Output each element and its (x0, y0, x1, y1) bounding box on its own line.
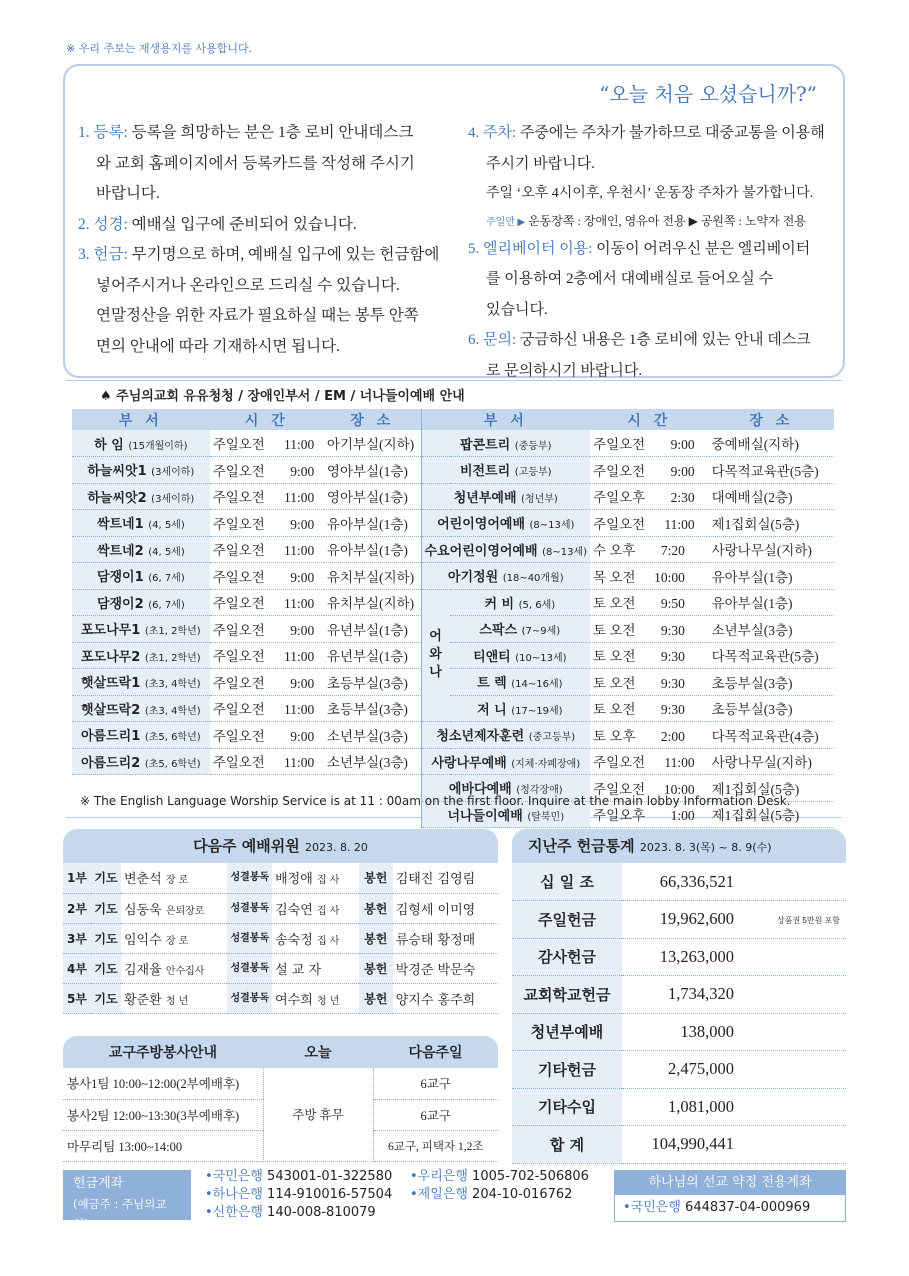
welcome-line: 주일 ‘오후 4시이후, 우천시’ 운동장 주차가 불가합니다. (486, 186, 814, 201)
dept-time: 주일오전 9:00 (590, 430, 709, 457)
bank-accounts (205, 1168, 610, 1222)
role-reading: 성결봉독 (227, 983, 272, 1013)
dept-label: 햇살뜨락2 (초3, 4학년) (72, 695, 210, 722)
dept-place: 소년부실(3층) (709, 616, 834, 643)
dept-time: 주일오전 9:00 (210, 563, 324, 590)
dept-label: 팝콘트리 (중등부) (421, 430, 590, 457)
dept-time: 주일오전 9:00 (210, 616, 324, 643)
kitchen-header: 교구주방봉사안내 (63, 1036, 263, 1068)
role-reading: 성결봉독 (227, 953, 272, 983)
col-header: 부 서 (421, 409, 590, 430)
dept-label: 비전트리 (고등부) (421, 457, 590, 484)
offering-amount: 13,263,000 (622, 938, 846, 976)
prayer-person: 심동욱 은퇴장로 (121, 893, 227, 923)
dept-label: 에바다예배 (청각장애) (421, 775, 590, 802)
kitchen-next: 6교구, 피택자 1,2조 (373, 1130, 498, 1161)
welcome-line: 2. 성경: 예배실 입구에 준비되어 있습니다. (78, 215, 357, 233)
dept-label: 담쟁이1 (6, 7세) (72, 563, 210, 590)
service-number: 5부 (63, 983, 91, 1013)
dept-time: 주일오전 11:00 (590, 510, 709, 537)
dept-place: 제1집회실(5층) (709, 510, 834, 537)
dept-time: 토 오전 9:30 (590, 642, 709, 669)
dept-label: 사랑나무예배 (지체·자폐장애) (421, 748, 590, 775)
dept-place: 다목적교육관(4층) (709, 722, 834, 749)
welcome-line: 주일만 ▶ 운동장쪽 : 장애인, 영유아 전용 ▶ 공원쪽 : 노약자 전용 (486, 213, 806, 228)
schedule-heading: ♠ 주님의교회 유유청청 / 장애인부서 / EM / 너나들이예배 안내 (100, 389, 465, 404)
offering-persons: 류승태 황정매 (393, 923, 498, 953)
role-reading: 성결봉독 (227, 893, 272, 923)
offering-category: 교회학교헌금 (512, 976, 622, 1014)
role-offering: 봉헌 (359, 953, 393, 983)
offering-title: 지난주 헌금통계 2023. 8. 3(목) ~ 8. 9(수) (512, 829, 846, 863)
worship-title: 다음주 예배위원 2023. 8. 20 (63, 829, 498, 863)
dept-place: 영아부실(1층) (324, 457, 421, 484)
dept-time: 주일오전 11:00 (210, 589, 324, 616)
dept-label: 저 니 (17~19세) (450, 695, 590, 722)
awana-label: 어 와 나 (421, 589, 450, 722)
reading-person: 김숙연 집 사 (272, 893, 359, 923)
dept-time: 주일오전 9:00 (210, 510, 324, 537)
kitchen-panel (63, 1036, 498, 1162)
worship-panel (63, 829, 498, 1014)
welcome-line: 면의 안내에 따라 기재하시면 됩니다. (96, 337, 340, 355)
dept-label: 포도나무2 (초1, 2학년) (72, 642, 210, 669)
offering-amount: 66,336,521 (622, 863, 846, 901)
role-reading: 성결봉독 (227, 923, 272, 953)
dept-place: 유아부실(1층) (709, 563, 834, 590)
dept-time: 주일오전 11:00 (210, 483, 324, 510)
kitchen-next: 6교구 (373, 1068, 498, 1099)
col-header: 시 간 (210, 409, 324, 430)
dept-label: 포도나무1 (초1, 2학년) (72, 616, 210, 643)
dept-time: 주일오후 1:00 (590, 801, 709, 828)
reading-person: 여수희 청 년 (272, 983, 359, 1013)
dept-label: 아름드리1 (초5, 6학년) (72, 722, 210, 749)
kitchen-header: 오늘 (263, 1036, 373, 1068)
kitchen-team: 봉사2팀 12:00~13:30(3부예배후) (63, 1099, 263, 1130)
offering-amount: 2,475,000 (622, 1051, 846, 1089)
dept-label: 스팍스 (7~9세) (450, 616, 590, 643)
dept-place: 유년부실(1층) (324, 642, 421, 669)
dept-time: 주일오전 11:00 (590, 748, 709, 775)
dept-time: 주일오전 11:00 (210, 430, 324, 457)
dept-place: 유아부실(1층) (324, 536, 421, 563)
dept-place: 중예배실(지하) (709, 430, 834, 457)
dept-label: 수요어린이영어예배 (8~13세) (421, 536, 590, 563)
dept-time: 토 오전 9:30 (590, 695, 709, 722)
offering-persons: 박경준 박문숙 (393, 953, 498, 983)
dept-label: 청년부예배 (청년부) (421, 483, 590, 510)
dept-place: 다목적교육관(5층) (709, 457, 834, 484)
welcome-line: 바랍니다. (96, 185, 160, 202)
dept-place: 사랑나무실(지하) (709, 748, 834, 775)
dept-place: 유치부실(지하) (324, 589, 421, 616)
welcome-right-column (468, 118, 838, 386)
role-offering: 봉헌 (359, 893, 393, 923)
col-header: 시 간 (590, 409, 709, 430)
dept-time: 주일오전 9:00 (210, 722, 324, 749)
recycle-note: ※ 우리 주보는 재생용지를 사용합니다. (66, 42, 253, 55)
english-service-note: ※ The English Language Worship Service is at 11 : 00am on the first floor. Inquire at the main lobby Information Desk. (80, 794, 791, 808)
dept-time: 주일오전 9:00 (210, 457, 324, 484)
offering-persons: 김태진 김영림 (393, 863, 498, 893)
offering-category: 기타헌금 (512, 1051, 622, 1089)
mission-title: 하나님의 선교 약정 전용계좌 (615, 1171, 845, 1195)
offering-category: 감사헌금 (512, 938, 622, 976)
dept-time: 주일오전 9:00 (210, 669, 324, 696)
welcome-line: 5. 엘리베이터 이용: 이동이 어려우신 분은 엘리베이터 (468, 240, 811, 257)
dept-label: 싹트네2 (4, 5세) (72, 536, 210, 563)
bank-label: 헌금계좌 (예금주 : 주님의교회) (63, 1170, 191, 1220)
dept-place: 영아부실(1층) (324, 483, 421, 510)
welcome-line: 로 문의하시기 바랍니다. (486, 362, 643, 379)
dept-time: 수 오후 7:20 (590, 536, 709, 563)
dept-place: 소년부실(3층) (324, 748, 421, 775)
dept-place: 다목적교육관(5층) (709, 642, 834, 669)
prayer-person: 변춘석 장 로 (121, 863, 227, 893)
service-number: 4부 (63, 953, 91, 983)
role-prayer: 기도 (91, 923, 121, 953)
reading-person: 설 교 자 (272, 953, 359, 983)
welcome-left-column (78, 118, 458, 362)
mission-line: •국민은행 644837-04-000969 (623, 1200, 811, 1215)
welcome-line: 주시기 바랍니다. (486, 155, 595, 172)
service-number: 3부 (63, 923, 91, 953)
col-header: 장 소 (324, 409, 421, 430)
worship-table (63, 863, 498, 1014)
offering-persons: 양지수 홍주희 (393, 983, 498, 1013)
dept-place: 대예배실(2층) (709, 483, 834, 510)
offering-amount: 1,081,000 (622, 1088, 846, 1126)
dept-time: 주일오전 11:00 (210, 695, 324, 722)
role-offering: 봉헌 (359, 983, 393, 1013)
dept-place: 초등부실(3층) (709, 695, 834, 722)
bank-account: •하나은행 114-910016-57504 (205, 1187, 393, 1202)
bank-account: •제일은행 204-10-016762 (410, 1187, 573, 1202)
kitchen-table (63, 1036, 498, 1162)
reading-person: 배정애 집 사 (272, 863, 359, 893)
dept-place: 초등부실(3층) (709, 669, 834, 696)
role-reading: 성결봉독 (227, 863, 272, 893)
dept-place: 아기부실(지하) (324, 430, 421, 457)
offering-amount: 104,990,441 (622, 1126, 846, 1164)
bank-account: •신한은행 140-008-810079 (205, 1205, 376, 1220)
dept-place: 유치부실(지하) (324, 563, 421, 590)
dept-place: 초등부실(3층) (324, 695, 421, 722)
dept-place: 소년부실(3층) (324, 722, 421, 749)
welcome-line: 1. 등록: 등록을 희망하는 분은 1층 로비 안내데스크 (78, 124, 414, 141)
prayer-person: 김재율 안수집사 (121, 953, 227, 983)
dept-time: 토 오전 9:50 (590, 589, 709, 616)
offering-category: 청년부예배 (512, 1013, 622, 1051)
welcome-line: 6. 문의: 궁금하신 내용은 1층 로비에 있는 안내 데스크 (468, 332, 811, 348)
offering-category: 주일헌금 (512, 901, 622, 939)
reading-person: 송숙정 집 사 (272, 923, 359, 953)
offering-amount: 1,734,320 (622, 976, 846, 1014)
role-prayer: 기도 (91, 953, 121, 983)
welcome-line: 연말정산을 위한 자료가 필요하실 때는 봉투 안쪽 (96, 307, 419, 324)
dept-time: 주일오전 9:00 (590, 457, 709, 484)
dept-time: 주일오전 11:00 (210, 748, 324, 775)
bank-account: •우리은행 1005-702-506806 (410, 1169, 589, 1184)
offering-category: 합 계 (512, 1126, 622, 1164)
dept-time: 주일오전 10:00 (590, 775, 709, 802)
dept-place: 유아부실(1층) (709, 589, 834, 616)
welcome-line: 있습니다. (486, 301, 548, 318)
col-header: 장 소 (709, 409, 834, 430)
offering-panel (512, 829, 846, 1164)
kitchen-header: 다음주일 (373, 1036, 498, 1068)
kitchen-next: 6교구 (373, 1099, 498, 1130)
dept-time: 주일오후 2:30 (590, 483, 709, 510)
dept-label: 하늘씨앗1 (3세이하) (72, 457, 210, 484)
offering-category: 기타수입 (512, 1088, 622, 1126)
service-number: 1부 (63, 863, 91, 893)
dept-time: 주일오전 11:00 (210, 536, 324, 563)
prayer-person: 황준환 청 년 (121, 983, 227, 1013)
bank-account: •국민은행 543001-01-322580 (205, 1169, 393, 1184)
welcome-line: 와 교회 홈페이지에서 등록카드를 작성해 주시기 (96, 154, 415, 172)
schedule-table (72, 409, 834, 828)
dept-label: 담쟁이2 (6, 7세) (72, 589, 210, 616)
dept-place: 제1집회실(5층) (709, 775, 834, 802)
offering-persons: 김형세 이미영 (393, 893, 498, 923)
dept-place: 초등부실(3층) (324, 669, 421, 696)
welcome-line: 4. 주차: 주중에는 주차가 불가하므로 대중교통을 이용해 (468, 125, 825, 141)
role-prayer: 기도 (91, 893, 121, 923)
dept-label: 싹트네1 (4, 5세) (72, 510, 210, 537)
dept-time: 목 오전 10:00 (590, 563, 709, 590)
dept-label: 티앤티 (10~13세) (450, 642, 590, 669)
role-prayer: 기도 (91, 983, 121, 1013)
dept-label: 너나들이예배 (탈북민) (421, 801, 590, 828)
dept-place: 유년부실(1층) (324, 616, 421, 643)
dept-label: 어린이영어예배 (8~13세) (421, 510, 590, 537)
dept-label: 하 임 (15개월이하) (72, 430, 210, 457)
role-offering: 봉헌 (359, 863, 393, 893)
dept-label: 커 비 (5, 6세) (450, 589, 590, 616)
dept-place: 제1집회실(5층) (709, 801, 834, 828)
dept-label: 하늘씨앗2 (3세이하) (72, 483, 210, 510)
role-offering: 봉헌 (359, 923, 393, 953)
service-number: 2부 (63, 893, 91, 923)
dept-label: 청소년제자훈련 (중고등부) (421, 722, 590, 749)
prayer-person: 임익수 장 로 (121, 923, 227, 953)
role-prayer: 기도 (91, 863, 121, 893)
dept-time: 토 오전 9:30 (590, 616, 709, 643)
kitchen-team: 봉사1팀 10:00~12:00(2부예배후) (63, 1068, 263, 1099)
welcome-line: 넣어주시거나 온라인으로 드리실 수 있습니다. (96, 276, 400, 294)
offering-amount: 19,962,600 상품권 5만원 포함 (622, 901, 846, 939)
dept-place: 유아부실(1층) (324, 510, 421, 537)
kitchen-today: 주방 휴무 (263, 1068, 373, 1161)
offering-category: 십 일 조 (512, 863, 622, 901)
offering-amount: 138,000 (622, 1013, 846, 1051)
dept-time: 토 오후 2:00 (590, 722, 709, 749)
dept-label: 아름드리2 (초5, 6학년) (72, 748, 210, 775)
mission-account (614, 1170, 846, 1222)
welcome-line: 를 이용하여 2층에서 대예배실로 들어오실 수 (486, 271, 774, 287)
col-header: 부 서 (72, 409, 210, 430)
dept-time: 주일오전 11:00 (210, 642, 324, 669)
dept-place: 사랑나무실(지하) (709, 536, 834, 563)
kitchen-team: 마무리팀 13:00~14:00 (63, 1130, 263, 1161)
dept-label: 아기정원 (18~40개월) (421, 563, 590, 590)
offering-table (512, 863, 846, 1164)
dept-label: 트 렉 (14~16세) (450, 669, 590, 696)
welcome-line: 3. 헌금: 무기명으로 하며, 예배실 입구에 있는 헌금함에 (78, 246, 440, 263)
welcome-title: “오늘 처음 오셨습니까?” (599, 82, 817, 106)
dept-label: 햇살뜨락1 (초3, 4학년) (72, 669, 210, 696)
dept-time: 토 오전 9:30 (590, 669, 709, 696)
